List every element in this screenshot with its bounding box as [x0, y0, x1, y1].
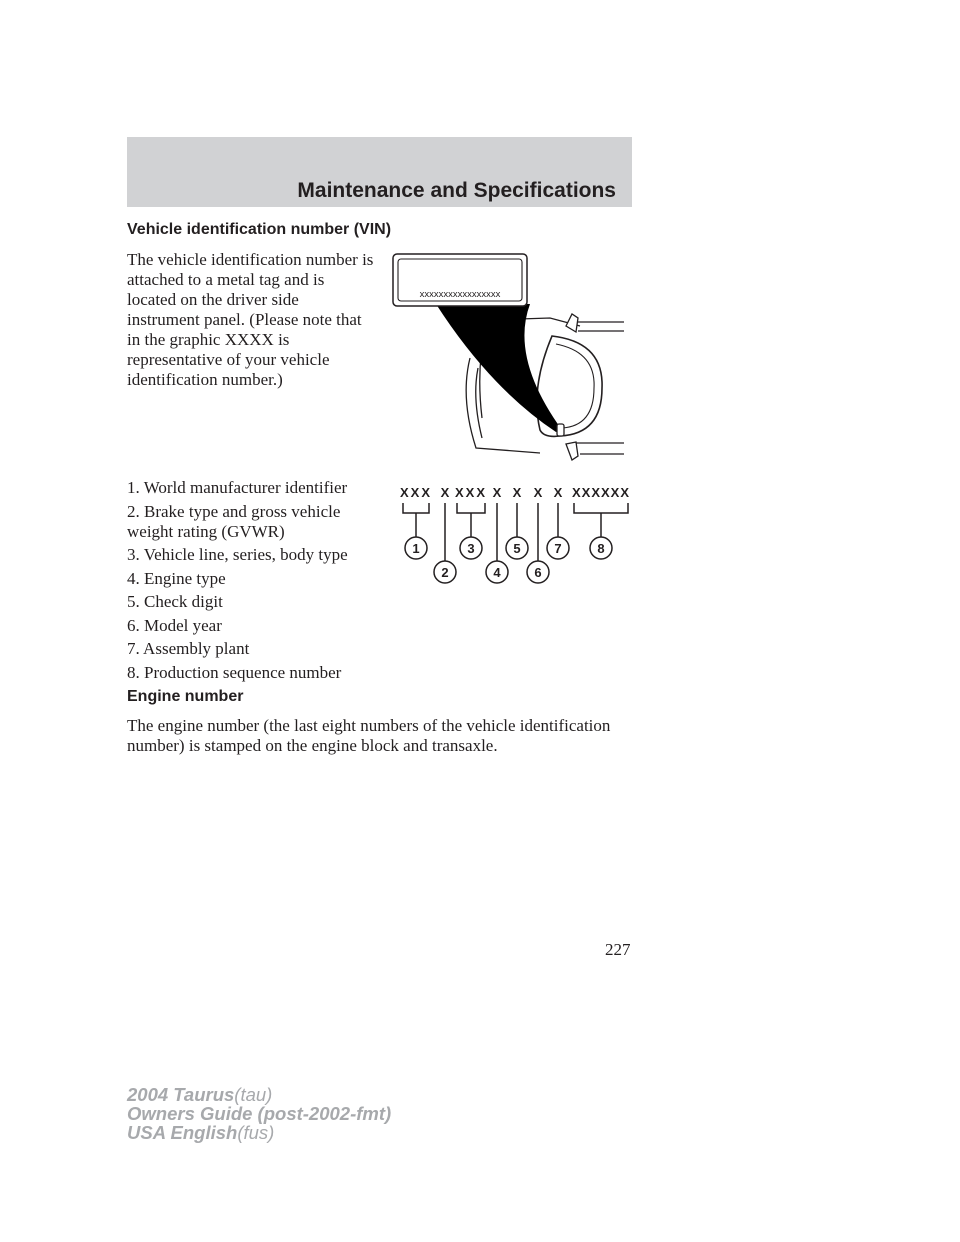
list-item: 5. Check digit — [127, 592, 223, 611]
vin-description-line: The vehicle identification number is — [127, 250, 374, 269]
page-number: 227 — [605, 940, 631, 959]
list-item: 7. Assembly plant — [127, 639, 250, 658]
callout-number: 5 — [513, 541, 521, 556]
engine-description-line: number) is stamped on the engine block and transaxle. — [127, 736, 498, 755]
callout-number: 4 — [493, 565, 501, 580]
callout-number: 7 — [554, 541, 562, 556]
vin-segment: X — [533, 485, 543, 500]
vin-heading: Vehicle identification number (VIN) — [127, 221, 392, 238]
footer-line: 2004 Taurus(tau) — [127, 1084, 273, 1105]
callout-number: 8 — [597, 541, 605, 556]
list-item: 3. Vehicle line, series, body type — [127, 545, 348, 564]
mirror-top — [566, 314, 578, 332]
vin-breakdown-diagram — [395, 482, 640, 587]
engine-number-description — [127, 716, 610, 756]
vin-breakdown-list — [127, 478, 348, 686]
vin-segment: XXX — [399, 485, 433, 500]
section-header-band — [127, 137, 632, 207]
callout-number: 6 — [534, 565, 542, 580]
footer-line: USA English(fus) — [127, 1122, 275, 1143]
vin-description-line: in the graphic XXXX is — [127, 330, 290, 349]
list-item: 8. Production sequence number — [127, 662, 342, 682]
vin-segment: X — [553, 485, 563, 500]
list-item: 1. World manufacturer identifier — [127, 478, 348, 497]
vin-description-line: representative of your vehicle — [127, 350, 330, 369]
callout-number: 3 — [467, 541, 475, 556]
vin-segment: X — [512, 485, 522, 500]
vin-segment: XXX — [454, 485, 488, 500]
vin-segment: XXXXXX — [571, 485, 631, 500]
callout-number: 2 — [441, 565, 449, 580]
engine-number-heading: Engine number — [127, 688, 244, 705]
vin-description-line: instrument panel. (Please note that — [127, 310, 362, 329]
vin-callouts — [405, 537, 612, 583]
vin-location-illustration — [390, 248, 630, 470]
vin-description-line: located on the driver side — [127, 290, 299, 309]
vin-description — [127, 250, 373, 390]
vin-tag-text: xxxxxxxxxxxxxxxxx — [419, 289, 501, 300]
vin-tag-location-marker — [557, 424, 564, 436]
callout-number: 1 — [412, 541, 420, 556]
section-title: Maintenance and Specifications — [297, 179, 616, 202]
list-item: 4. Engine type — [127, 568, 226, 588]
list-item: 6. Model year — [127, 615, 222, 635]
mirror-bottom — [566, 442, 578, 460]
document-footer — [127, 1085, 391, 1142]
vin-description-line: identification number.) — [127, 370, 283, 389]
vin-segment: X — [440, 485, 450, 500]
footer-line: Owners Guide (post-2002-fmt) — [127, 1103, 392, 1124]
vin-description-line: attached to a metal tag and is — [127, 270, 325, 289]
engine-description-line: The engine number (the last eight numbers of the vehicle identification — [127, 716, 611, 735]
list-item: 2. Brake type and gross vehicle weight rating (GVWR) — [127, 501, 341, 541]
vin-segment: X — [492, 485, 502, 500]
